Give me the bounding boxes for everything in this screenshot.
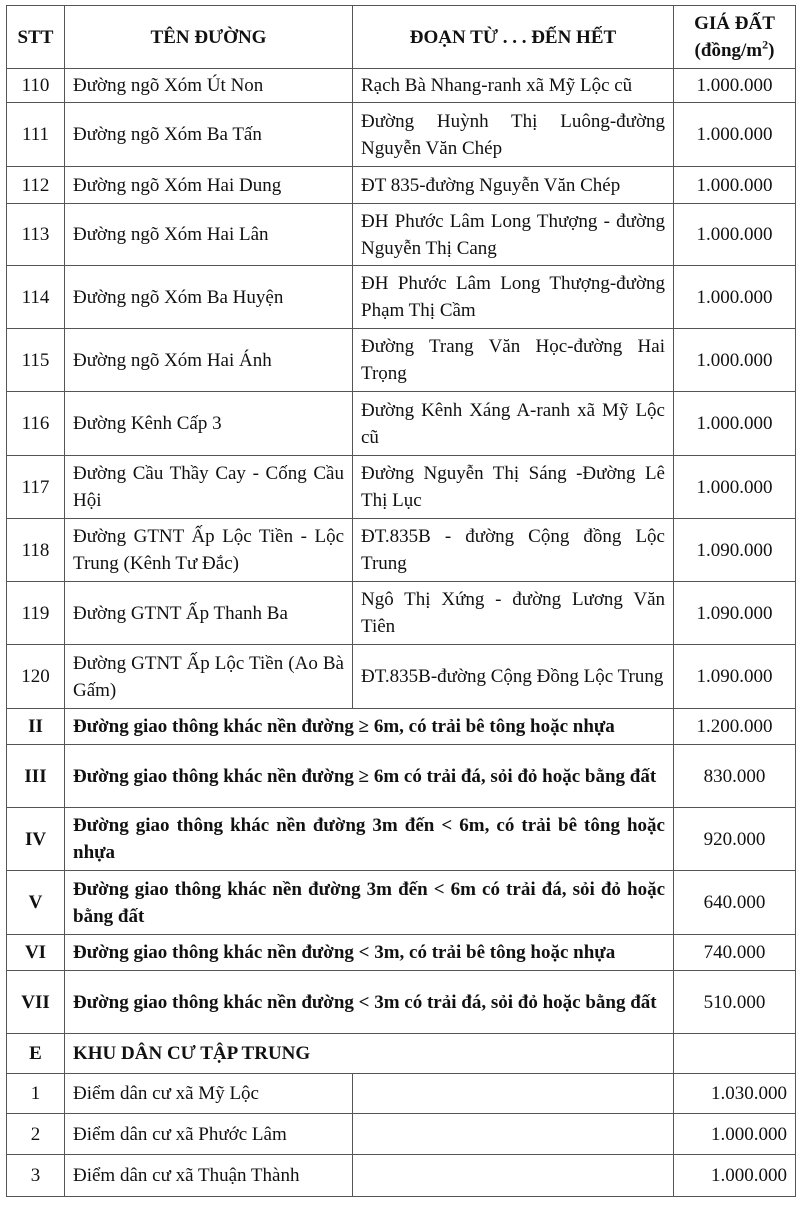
table-row bbox=[7, 392, 796, 456]
row-road-name: Đường GTNT Ấp Lộc Tiền - Lộc Trung (Kênh Tư Đắc) bbox=[65, 519, 353, 582]
row-price: 1.000.000 bbox=[674, 204, 796, 266]
row-segment: ĐT 835-đường Nguyễn Văn Chép bbox=[353, 167, 674, 204]
row-price: 1.000.000 bbox=[674, 329, 796, 392]
header-segment: ĐOẠN TỪ . . . ĐẾN HẾT bbox=[353, 6, 674, 69]
row-stt: 2 bbox=[7, 1114, 65, 1155]
row-segment-empty bbox=[353, 1155, 674, 1197]
row-stt: 119 bbox=[7, 582, 65, 645]
table-row bbox=[7, 329, 796, 392]
row-road-category: Đường giao thông khác nền đường 3m đến < 6m có trải đá, sỏi đỏ hoặc bằng đất bbox=[65, 871, 674, 935]
section-e-title: KHU DÂN CƯ TẬP TRUNG bbox=[65, 1034, 674, 1074]
table-row bbox=[7, 519, 796, 582]
residential-row bbox=[7, 1074, 796, 1114]
row-stt: 120 bbox=[7, 645, 65, 709]
section-e-price-empty bbox=[674, 1034, 796, 1074]
row-stt: VI bbox=[7, 935, 65, 971]
row-segment: Ngô Thị Xứng - đường Lương Văn Tiên bbox=[353, 582, 674, 645]
row-price: 1.200.000 bbox=[674, 709, 796, 745]
row-price: 740.000 bbox=[674, 935, 796, 971]
row-stt: II bbox=[7, 709, 65, 745]
unit-superscript: 2 bbox=[762, 37, 769, 52]
table-row bbox=[7, 204, 796, 266]
row-price: 510.000 bbox=[674, 971, 796, 1034]
section-e-stt: E bbox=[7, 1034, 65, 1074]
table-row bbox=[7, 456, 796, 519]
row-stt: 113 bbox=[7, 204, 65, 266]
header-road-name: TÊN ĐƯỜNG bbox=[65, 6, 353, 69]
row-road-category: Đường giao thông khác nền đường < 3m có trải đá, sỏi đỏ hoặc bằng đất bbox=[65, 971, 674, 1034]
row-road-name: Đường GTNT Ấp Thanh Ba bbox=[65, 582, 353, 645]
row-price: 1.000.000 bbox=[674, 69, 796, 103]
row-road-name: Đường GTNT Ấp Lộc Tiền (Ao Bà Gấm) bbox=[65, 645, 353, 709]
row-stt: 112 bbox=[7, 167, 65, 204]
row-road-name: Đường Cầu Thầy Cay - Cống Cầu Hội bbox=[65, 456, 353, 519]
row-price: 1.030.000 bbox=[674, 1074, 796, 1114]
other-road-row bbox=[7, 808, 796, 871]
row-area-name: Điểm dân cư xã Mỹ Lộc bbox=[65, 1074, 353, 1114]
row-road-category: Đường giao thông khác nền đường ≥ 6m, có trải bê tông hoặc nhựa bbox=[65, 709, 674, 745]
header-stt: STT bbox=[7, 6, 65, 69]
row-price: 1.000.000 bbox=[674, 167, 796, 204]
other-road-row bbox=[7, 745, 796, 808]
unit-close: ) bbox=[768, 40, 775, 61]
header-price-unit bbox=[682, 37, 787, 64]
row-stt: 110 bbox=[7, 69, 65, 103]
unit-text: (đồng/m bbox=[694, 40, 763, 61]
table-row bbox=[7, 645, 796, 709]
row-segment: Đường Nguyễn Thị Sáng -Đường Lê Thị Lục bbox=[353, 456, 674, 519]
row-price: 1.000.000 bbox=[674, 1155, 796, 1197]
header-price-line1: GIÁ ĐẤT bbox=[694, 13, 775, 34]
row-segment: Đường Trang Văn Học-đường Hai Trọng bbox=[353, 329, 674, 392]
row-road-name: Đường ngõ Xóm Ba Tấn bbox=[65, 103, 353, 167]
header-price bbox=[674, 6, 796, 69]
table-row bbox=[7, 103, 796, 167]
row-segment: ĐT.835B - đường Cộng đồng Lộc Trung bbox=[353, 519, 674, 582]
row-area-name: Điểm dân cư xã Thuận Thành bbox=[65, 1155, 353, 1197]
other-road-row bbox=[7, 935, 796, 971]
row-segment-empty bbox=[353, 1114, 674, 1155]
row-stt: 3 bbox=[7, 1155, 65, 1197]
row-road-category: Đường giao thông khác nền đường < 3m, có trải bê tông hoặc nhựa bbox=[65, 935, 674, 971]
row-segment: Rạch Bà Nhang-ranh xã Mỹ Lộc cũ bbox=[353, 69, 674, 103]
row-stt: 116 bbox=[7, 392, 65, 456]
row-segment: Đường Kênh Xáng A-ranh xã Mỹ Lộc cũ bbox=[353, 392, 674, 456]
other-road-row bbox=[7, 871, 796, 935]
row-price: 1.090.000 bbox=[674, 645, 796, 709]
row-price: 1.000.000 bbox=[674, 392, 796, 456]
row-stt: IV bbox=[7, 808, 65, 871]
row-price: 640.000 bbox=[674, 871, 796, 935]
row-price: 1.000.000 bbox=[674, 266, 796, 329]
row-price: 1.090.000 bbox=[674, 582, 796, 645]
row-area-name: Điểm dân cư xã Phước Lâm bbox=[65, 1114, 353, 1155]
row-segment: ĐT.835B-đường Cộng Đồng Lộc Trung bbox=[353, 645, 674, 709]
row-segment: ĐH Phước Lâm Long Thượng-đường Phạm Thị Cầm bbox=[353, 266, 674, 329]
row-road-name: Đường ngõ Xóm Hai Lân bbox=[65, 204, 353, 266]
table-row bbox=[7, 582, 796, 645]
other-road-row bbox=[7, 709, 796, 745]
row-price: 920.000 bbox=[674, 808, 796, 871]
residential-row bbox=[7, 1114, 796, 1155]
row-road-category: Đường giao thông khác nền đường 3m đến < 6m, có trải bê tông hoặc nhựa bbox=[65, 808, 674, 871]
land-price-table bbox=[6, 5, 796, 1197]
row-stt: 117 bbox=[7, 456, 65, 519]
row-road-name: Đường ngõ Xóm Hai Ánh bbox=[65, 329, 353, 392]
residential-row bbox=[7, 1155, 796, 1197]
section-e-header-row bbox=[7, 1034, 796, 1074]
table-row bbox=[7, 69, 796, 103]
row-road-name: Đường ngõ Xóm Hai Dung bbox=[65, 167, 353, 204]
row-segment: ĐH Phước Lâm Long Thượng - đường Nguyễn Thị Cang bbox=[353, 204, 674, 266]
row-stt: V bbox=[7, 871, 65, 935]
row-segment: Đường Huỳnh Thị Luông-đường Nguyễn Văn Chép bbox=[353, 103, 674, 167]
row-price: 1.090.000 bbox=[674, 519, 796, 582]
row-price: 1.000.000 bbox=[674, 103, 796, 167]
row-price: 1.000.000 bbox=[674, 456, 796, 519]
row-stt: 114 bbox=[7, 266, 65, 329]
row-stt: 111 bbox=[7, 103, 65, 167]
row-stt: 118 bbox=[7, 519, 65, 582]
row-segment-empty bbox=[353, 1074, 674, 1114]
row-road-name: Đường ngõ Xóm Út Non bbox=[65, 69, 353, 103]
row-stt: III bbox=[7, 745, 65, 808]
row-road-name: Đường Kênh Cấp 3 bbox=[65, 392, 353, 456]
header-row bbox=[7, 6, 796, 69]
row-price: 830.000 bbox=[674, 745, 796, 808]
table-row bbox=[7, 167, 796, 204]
row-road-category: Đường giao thông khác nền đường ≥ 6m có trải đá, sỏi đỏ hoặc bằng đất bbox=[65, 745, 674, 808]
row-stt: 115 bbox=[7, 329, 65, 392]
other-road-row bbox=[7, 971, 796, 1034]
table-row bbox=[7, 266, 796, 329]
row-road-name: Đường ngõ Xóm Ba Huyện bbox=[65, 266, 353, 329]
row-stt: 1 bbox=[7, 1074, 65, 1114]
row-stt: VII bbox=[7, 971, 65, 1034]
row-price: 1.000.000 bbox=[674, 1114, 796, 1155]
